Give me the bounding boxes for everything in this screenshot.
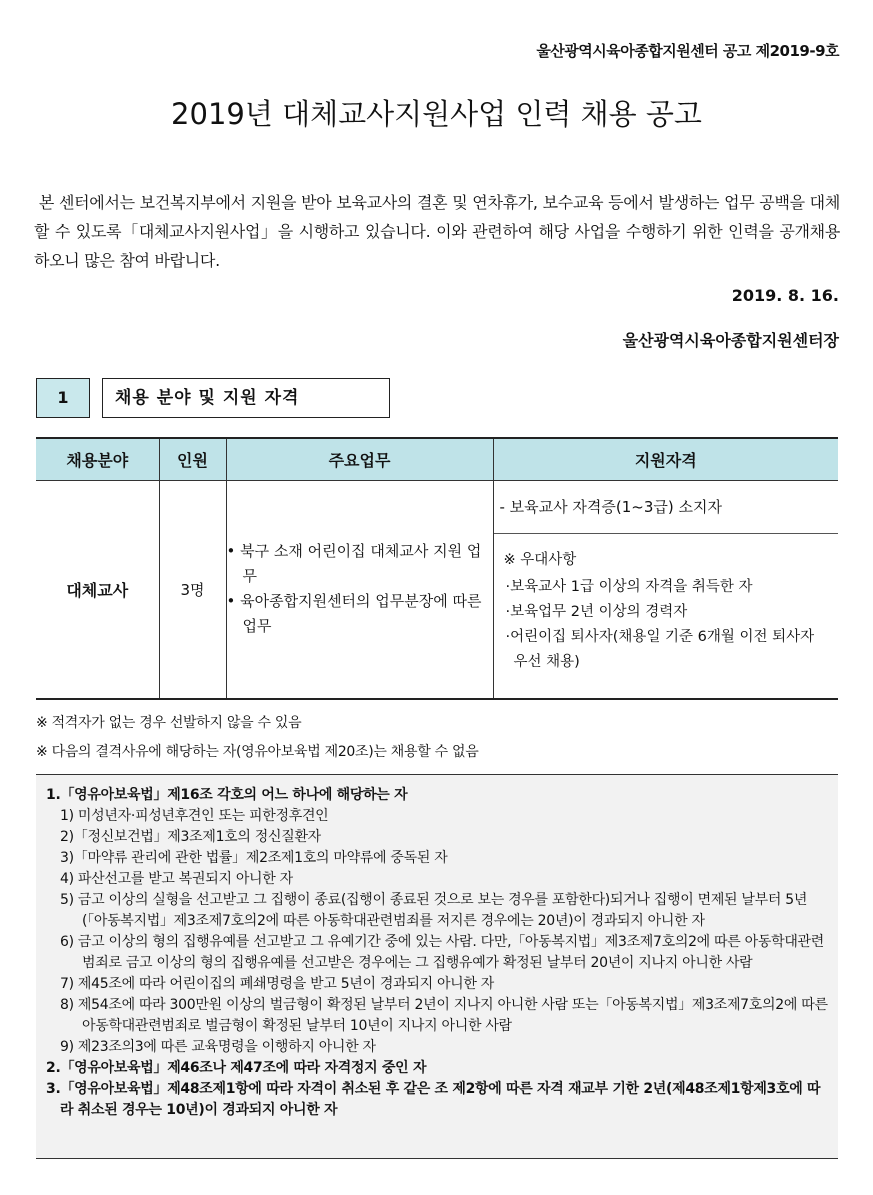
disqualification-heading: 2.「영유아보육법」제46조나 제47조에 따라 자격정지 중인 자 (46, 1060, 427, 1076)
header-qualification: 지원자격 (493, 438, 838, 481)
list-item: 2)「정신보건법」제3조제1호의 정신질환자 (60, 829, 321, 845)
issuer: 울산광역시육아종합지원센터장 (622, 331, 839, 350)
preferences-title: ※ 우대사항 (503, 552, 577, 568)
notice-number: 울산광역시육아종합지원센터 공고 제2019-9호 (536, 42, 839, 60)
list-item: 6) 금고 이상의 형의 집행유예를 선고받고 그 유예기간 중에 있는 사람. 다만,「아동복지법」제3조제7호의2에 따른 아동학대관련범죄로 금고 이상의 형의 집행유예를 선고받은 경우에는 그 집행유예가 확정된 날부터 20년이 지나지 아니한 사람 (60, 934, 824, 971)
preference-item: ·보육교사 1급 이상의 자격을 취득한 자 (505, 579, 753, 595)
note-line: ※ 적격자가 없는 경우 선발하지 않을 수 있음 (36, 715, 302, 731)
note-line: ※ 다음의 결격사유에 해당하는 자(영유아보육법 제20조)는 채용할 수 없음 (36, 744, 479, 760)
disqualification-box (36, 774, 838, 1159)
section-title: 채용 분야 및 지원 자격 (102, 378, 390, 418)
notice-date: 2019. 8. 16. (731, 286, 839, 305)
duty-item: • 육아종합지원센터의 업무분장에 따른 업무 (226, 592, 482, 636)
duties-cell (226, 481, 493, 699)
qualification-cell (493, 481, 838, 699)
list-item: 5) 금고 이상의 실형을 선고받고 그 집행이 종료(집행이 종료된 것으로 보는 경우를 포함한다)되거나 집행이 면제된 날부터 5년(「아동복지법」제3조제7호의2에 따른 아동학대관련범죄를 저지른 경우에는 20년)이 경과되지 아니한 자 (60, 892, 808, 929)
header-count: 인원 (159, 438, 226, 481)
header-field: 채용분야 (36, 438, 159, 481)
count-cell: 3명 (159, 481, 226, 699)
list-item: 9) 제23조의3에 따른 교육명령을 이행하지 아니한 자 (60, 1039, 376, 1055)
table-row (36, 481, 838, 699)
recruitment-table (36, 437, 838, 700)
field-cell: 대체교사 (36, 481, 159, 699)
list-item: 7) 제45조에 따라 어린이집의 폐쇄명령을 받고 5년이 경과되지 아니한 자 (60, 976, 494, 992)
list-item: 3)「마약류 관리에 관한 법률」제2조제1호의 마약류에 중독된 자 (60, 850, 448, 866)
preference-item: ·어린이집 퇴사자(채용일 기준 6개월 이전 퇴사자 우선 채용) (505, 629, 815, 670)
preference-item: ·보육업무 2년 이상의 경력자 (505, 604, 688, 620)
preferences-block (494, 534, 839, 685)
list-item: 4) 파산선고를 받고 복권되지 아니한 자 (60, 871, 293, 887)
disqualification-heading: 1.「영유아보육법」제16조 각호의 어느 하나에 해당하는 자 (46, 787, 408, 803)
required-qualification: - 보육교사 자격증(1~3급) 소지자 (494, 481, 839, 534)
intro-text: 본 센터에서는 보건복지부에서 지원을 받아 보육교사의 결혼 및 연차휴가, 보수교육 등에서 발생하는 업무 공백을 대체할 수 있도록「대체교사지원사업」을 시행하고 있습니다. 이와 관련하여 해당 사업을 수행하기 위한 인력을 공개채용 하오니 많은 참여 바랍니다. (34, 193, 840, 270)
list-item: 8) 제54조에 따라 300만원 이상의 벌금형이 확정된 날부터 2년이 지나지 아니한 사람 또는「아동복지법」제3조제7호의2에 따른 아동학대관련범죄로 벌금형이 확정된 날부터 10년이 지나지 아니한 사람 (60, 997, 828, 1034)
disqualification-heading: 3.「영유아보육법」제48조제1항에 따라 자격이 취소된 후 같은 조 제2항에 따른 자격 재교부 기한 2년(제48조제1항제3호에 따라 취소된 경우는 10년)이 경과되지 아니한 자 (46, 1081, 821, 1118)
header-duties: 주요업무 (226, 438, 493, 481)
duty-item: • 북구 소재 어린이집 대체교사 지원 업무 (226, 542, 482, 586)
intro-paragraph (34, 188, 840, 275)
section-number: 1 (36, 378, 90, 418)
table-header-row (36, 438, 838, 481)
list-item: 1) 미성년자·피성년후견인 또는 피한정후견인 (60, 808, 329, 824)
page-title: 2019년 대체교사지원사업 인력 채용 공고 (171, 97, 702, 131)
